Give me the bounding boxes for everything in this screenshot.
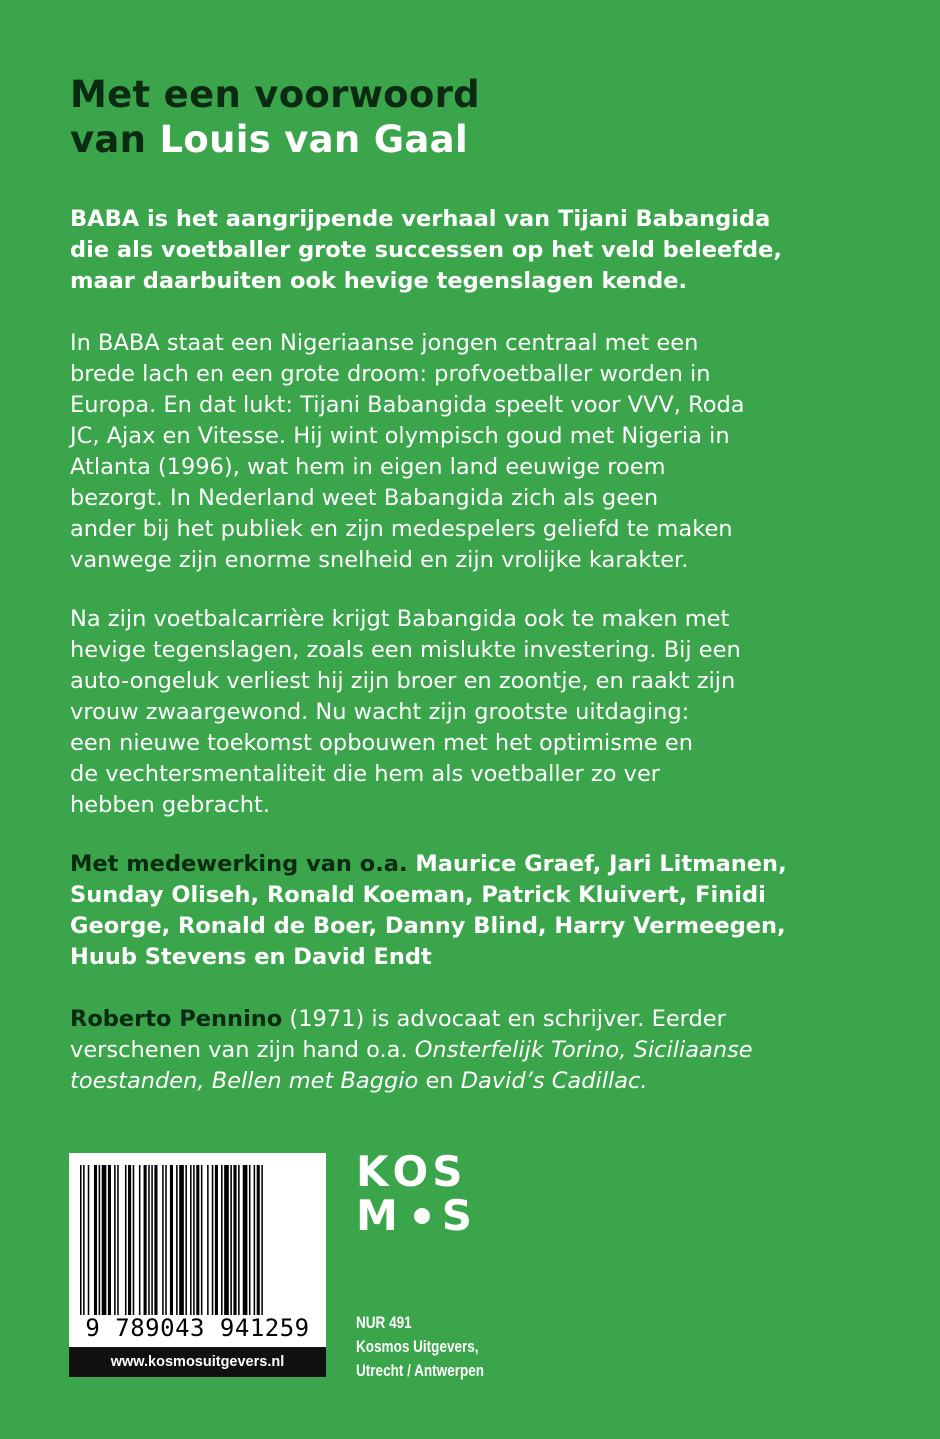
paragraph-line: vrouw zwaargewond. Nu wacht zijn grootste uitdaging:	[70, 699, 690, 725]
barcode-bar	[221, 1165, 223, 1315]
contributors-prefix: Met medewerking van o.a.	[70, 851, 408, 877]
logo-bottom-row	[356, 1191, 486, 1240]
barcode-bar	[102, 1165, 107, 1315]
barcode-bar	[88, 1165, 90, 1315]
author-bio-line	[70, 1035, 800, 1066]
barcode-bar	[151, 1165, 153, 1315]
publisher-location: Utrecht / Antwerpen	[356, 1362, 485, 1380]
barcode-bar	[148, 1165, 150, 1315]
barcode-bar	[243, 1165, 248, 1315]
publisher-website: www.kosmosuitgevers.nl	[69, 1347, 326, 1377]
barcode-bar	[170, 1165, 173, 1315]
book-titles: David’s Cadillac.	[460, 1068, 648, 1094]
barcode-bar	[193, 1165, 195, 1315]
barcode-bar	[233, 1165, 236, 1315]
barcode-bar	[117, 1165, 119, 1315]
barcode-bar	[94, 1165, 97, 1315]
paragraph-line: ander bij het publiek en zijn medespelers geliefd te maken	[70, 516, 733, 542]
book-titles: Onsterfelijk Torino, Siciliaanse	[414, 1037, 753, 1063]
author-bio-paragraph	[70, 1004, 800, 1097]
barcode-bar	[139, 1165, 141, 1315]
barcode-bar	[176, 1165, 178, 1315]
barcode-bar	[224, 1165, 229, 1315]
barcode-bar	[99, 1165, 101, 1315]
logo-letter: O	[392, 1147, 433, 1196]
barcode-bar	[114, 1165, 116, 1315]
barcode-bar	[207, 1165, 209, 1315]
barcode-bar	[190, 1165, 192, 1315]
logo-letter: K	[356, 1147, 393, 1196]
paragraph-line: de vechtersmentaliteit die hem als voetballer zo ver	[70, 761, 661, 787]
back-cover-heading	[70, 72, 480, 162]
barcode-bar	[257, 1165, 260, 1315]
barcode-bar	[196, 1165, 199, 1315]
barcode-bar	[83, 1165, 85, 1315]
barcode-bar	[165, 1165, 167, 1315]
paragraph-line: Na zijn voetbalcarrière krijgt Babangida ook te maken met	[70, 606, 730, 632]
paragraph-line: hebben gebracht.	[70, 792, 270, 818]
contributors-line: Sunday Oliseh, Ronald Koeman, Patrick Kluivert, Finidi	[70, 882, 766, 908]
isbn-number: 9 789043 941259	[85, 1314, 310, 1342]
lede-line: maar daarbuiten ook hevige tegenslagen kende.	[70, 268, 688, 294]
barcode-bar	[201, 1165, 203, 1315]
paragraph-line: In BABA staat een Nigeriaanse jongen centraal met een	[70, 330, 699, 356]
paragraph-line: bezorgt. In Nederland weet Babangida zich als geen	[70, 485, 659, 511]
kosmos-logo	[356, 1147, 486, 1242]
paragraph-line: JC, Ajax en Vitesse. Hij wint olympisch goud met Nigeria in	[70, 423, 730, 449]
logo-top-row	[356, 1147, 486, 1196]
isbn-barcode	[69, 1153, 326, 1377]
paragraph-line: Europa. En dat lukt: Tijani Babangida speelt voor VVV, Roda	[70, 392, 745, 418]
barcode-bar	[128, 1165, 131, 1315]
author-bio-text: verschenen van zijn hand o.a.	[70, 1037, 415, 1063]
paragraph-line: een nieuwe toekomst opbouwen met het optimisme en	[70, 730, 694, 756]
barcode-bar	[230, 1165, 232, 1315]
lede-paragraph	[70, 204, 790, 297]
barcode-bar	[254, 1165, 256, 1315]
contributors-names: Maurice Graef, Jari Litmanen,	[407, 851, 787, 877]
lede-line: die als voetballer grote successen op het veld beleefde,	[70, 237, 782, 263]
contributors-paragraph	[70, 849, 800, 973]
logo-dot-icon	[414, 1208, 430, 1224]
paragraph-line: vanwege zijn enorme snelheid en zijn vrolijke karakter.	[70, 547, 689, 573]
logo-letter: S	[432, 1147, 467, 1196]
heading-line-2	[70, 117, 480, 162]
barcode-bar	[261, 1165, 263, 1315]
barcode-bar	[133, 1165, 135, 1315]
barcode-bar	[215, 1165, 218, 1315]
author-bio-line	[70, 1066, 800, 1097]
heading-line-1: Met een voorwoord	[70, 73, 480, 116]
logo-letter: M	[356, 1191, 402, 1240]
paragraph-line: Atlanta (1996), wat hem in eigen land eeuwige roem	[70, 454, 666, 480]
barcode-bar	[80, 1165, 82, 1315]
contributors-line: Huub Stevens en David Endt	[70, 944, 432, 970]
barcode-bar	[162, 1165, 164, 1315]
foreword-author-name: Louis van Gaal	[159, 118, 468, 161]
author-bio-line	[70, 1004, 800, 1035]
book-titles: toestanden, Bellen met Baggio	[70, 1068, 419, 1094]
heading-line-2-prefix: van	[70, 118, 160, 161]
paragraph-line: brede lach en een grote droom: profvoetballer worden in	[70, 361, 711, 387]
paragraph-line: auto-ongeluk verliest hij zijn broer en zoontje, en raakt zijn	[70, 668, 736, 694]
contributors-line	[70, 849, 800, 880]
barcode-bar	[185, 1165, 187, 1315]
barcode-bars	[78, 1165, 317, 1315]
author-bio-text: (1971) is advocaat en schrijver. Eerder	[282, 1006, 726, 1032]
paragraph-line: hevige tegenslagen, zoals een mislukte investering. Bij een	[70, 637, 741, 663]
barcode-bar	[144, 1165, 147, 1315]
publisher-name: Kosmos Uitgevers,	[356, 1338, 479, 1356]
barcode-bar	[125, 1165, 127, 1315]
author-bio-text: en	[418, 1068, 461, 1094]
barcode-bar	[238, 1165, 240, 1315]
colophon	[356, 1311, 484, 1383]
logo-letter: S	[441, 1191, 477, 1240]
barcode-bar	[179, 1165, 184, 1315]
barcode-bar	[212, 1165, 214, 1315]
lede-line: BABA is het aangrijpende verhaal van Tijani Babangida	[70, 206, 771, 232]
barcode-bar	[154, 1165, 157, 1315]
synopsis-paragraph-2	[70, 604, 800, 821]
contributors-line: George, Ronald de Boer, Danny Blind, Harry Vermeegen,	[70, 913, 786, 939]
author-name: Roberto Pennino	[70, 1006, 283, 1032]
barcode-bar	[108, 1165, 111, 1315]
barcode-bar	[249, 1165, 251, 1315]
nur-code: NUR 491	[356, 1314, 412, 1332]
synopsis-paragraph-1	[70, 328, 800, 576]
